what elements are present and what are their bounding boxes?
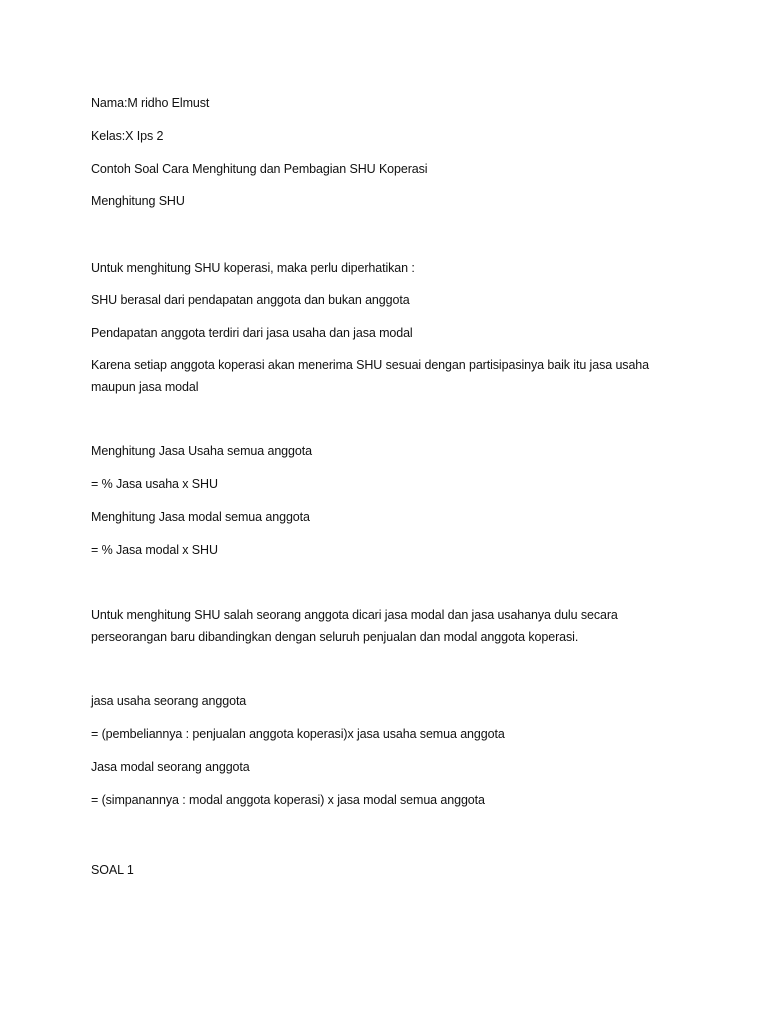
paragraph-line: SHU berasal dari pendapatan anggota dan bukan anggota	[91, 293, 410, 307]
paragraph-line: perseorangan baru dibandingkan dengan seluruh penjualan dan modal anggota koperasi.	[91, 630, 579, 644]
formula-line: = (simpanannya : modal anggota koperasi) x jasa modal semua anggota	[91, 793, 485, 807]
formula-line: = (pembeliannya : penjualan anggota koperasi)x jasa usaha semua anggota	[91, 727, 505, 741]
formula-line: = % Jasa usaha x SHU	[91, 477, 218, 491]
formula-heading: Menghitung Jasa modal semua anggota	[91, 510, 310, 524]
document-title: Contoh Soal Cara Menghitung dan Pembagian SHU Koperasi	[91, 162, 428, 176]
section-heading-shu: Menghitung SHU	[91, 194, 185, 208]
paragraph-line: Karena setiap anggota koperasi akan menerima SHU sesuai dengan partisipasinya baik itu jasa usaha	[91, 358, 650, 372]
paragraph-intro: Untuk menghitung SHU koperasi, maka perlu diperhatikan :	[91, 261, 415, 275]
paragraph-line: Untuk menghitung SHU salah seorang anggota dicari jasa modal dan jasa usahanya dulu secara	[91, 608, 618, 622]
formula-heading: Jasa modal seorang anggota	[91, 760, 250, 774]
student-class: Kelas:X Ips 2	[91, 129, 164, 143]
formula-heading: Menghitung Jasa Usaha semua anggota	[91, 444, 312, 458]
formula-heading: jasa usaha seorang anggota	[91, 694, 247, 708]
section-heading-soal: SOAL 1	[91, 863, 134, 877]
paragraph-line: maupun jasa modal	[91, 380, 199, 394]
student-name: Nama:M ridho Elmust	[91, 96, 210, 110]
paragraph-line: Pendapatan anggota terdiri dari jasa usaha dan jasa modal	[91, 326, 413, 340]
formula-line: = % Jasa modal x SHU	[91, 543, 218, 557]
